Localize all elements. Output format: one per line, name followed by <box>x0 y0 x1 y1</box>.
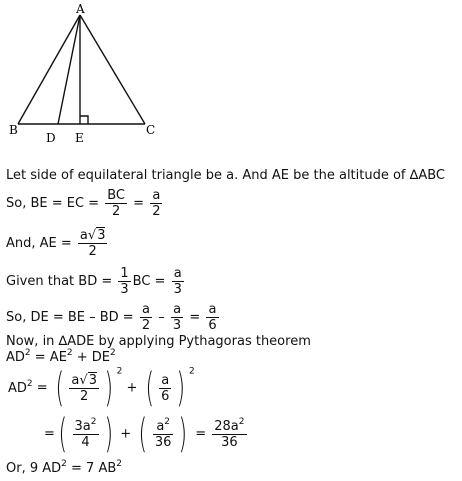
frac-den: 36 <box>154 434 172 450</box>
frac-num: a <box>171 302 183 318</box>
fraction-a-root3-2 <box>69 373 99 404</box>
sqrt-3: 3 <box>97 228 106 243</box>
de: + DE <box>72 350 111 365</box>
fraction-a-2 <box>140 302 152 333</box>
frac-num: a <box>159 373 171 389</box>
frac-den: 3 <box>173 282 182 297</box>
frac-num: $3a^2$ <box>74 416 97 434</box>
line-8 <box>8 365 195 411</box>
right-angle-mark <box>80 116 88 124</box>
line-4 <box>6 266 186 297</box>
fraction-bc-2 <box>105 188 127 219</box>
equals: = <box>195 426 207 442</box>
paren-close: ) <box>104 411 113 457</box>
frac-num: a <box>150 188 162 204</box>
triangle-lines <box>18 15 145 124</box>
fraction-a-root3-2 <box>78 228 108 259</box>
l4-prefix: Given that BD = <box>6 274 117 289</box>
frac-den: 2 <box>141 318 151 333</box>
line-9 <box>44 411 249 457</box>
paren-open: ( <box>58 411 68 457</box>
paren-open: ( <box>55 365 64 411</box>
frac-num: BC <box>107 188 125 203</box>
equals-7-ab: = 7 AB <box>66 461 117 476</box>
fraction-a-6 <box>206 302 218 333</box>
plus: + <box>126 380 138 396</box>
frac-den: 6 <box>161 388 170 404</box>
label-b: B <box>9 123 18 137</box>
paren-open: ( <box>145 365 154 411</box>
frac-den: 4 <box>81 434 90 450</box>
paren-open: ( <box>138 411 148 457</box>
paren-close: ) <box>176 365 186 411</box>
label-a: A <box>76 2 85 16</box>
minus: – <box>158 310 165 325</box>
frac-den: 2 <box>80 388 89 404</box>
ae: = AE <box>30 350 67 365</box>
frac-num: $a^2$ <box>153 419 174 435</box>
line-5 <box>6 302 221 333</box>
exponent: 2 <box>116 459 122 469</box>
fraction-a-2 <box>150 188 162 219</box>
frac-num: a√3 <box>71 372 97 388</box>
segment-ad <box>58 15 80 124</box>
fraction-a-3 <box>171 302 183 333</box>
or-9-ad: Or, 9 AD <box>6 461 62 476</box>
exponent: 2 <box>66 348 73 358</box>
plus: + <box>120 426 132 442</box>
exponent: 2 <box>110 348 116 358</box>
paren-close: ) <box>104 365 114 411</box>
equals: = <box>133 196 145 211</box>
frac-den: 3 <box>172 318 182 333</box>
fraction-a-6 <box>159 373 171 404</box>
line-1: Let side of equilateral triangle be a. And AE be the altitude of ∆ABC <box>6 168 445 183</box>
frac-num: a <box>206 302 218 318</box>
l2-prefix: So, BE = EC = <box>6 196 104 211</box>
l3-prefix: And, AE = <box>6 236 76 251</box>
frac-den: 36 <box>221 434 238 450</box>
equals: = <box>32 380 52 396</box>
line-2 <box>6 188 164 219</box>
frac-num: $28a^2$ <box>214 416 245 434</box>
label-d: D <box>46 131 56 145</box>
equals: = <box>189 310 201 325</box>
frac-num: 1 <box>120 266 129 281</box>
triangle-figure <box>0 0 170 145</box>
frac-num: a√3 <box>79 228 106 243</box>
frac-num: a <box>172 266 184 282</box>
frac-den: 2 <box>111 204 121 219</box>
var-a: a <box>79 228 88 243</box>
frac-den: 6 <box>208 318 217 333</box>
frac-den: 2 <box>88 244 97 259</box>
paren-close: ) <box>178 411 188 457</box>
line-10 <box>6 461 122 477</box>
exponent: 2 <box>61 459 67 469</box>
fraction-a2-36 <box>153 416 174 450</box>
line-3 <box>6 228 109 259</box>
frac-den: 2 <box>152 204 161 219</box>
fraction-a-3 <box>172 266 184 297</box>
exponent: 2 <box>189 366 195 377</box>
l5-prefix: So, DE = BE – BD = <box>6 310 138 325</box>
ad: AD <box>6 350 25 365</box>
exponent: 2 <box>24 348 31 358</box>
label-e: E <box>75 131 84 145</box>
frac-den: 3 <box>120 282 129 297</box>
fraction-1-3 <box>118 266 130 297</box>
l4-mid: BC = <box>132 274 170 289</box>
side-ac <box>80 15 145 124</box>
label-c: C <box>146 123 156 137</box>
fraction-28a2-36 <box>212 416 246 450</box>
exponent: 2 <box>116 366 123 377</box>
equals: = <box>44 426 55 442</box>
frac-num: a <box>140 302 152 318</box>
ad-squared: $AD^2$ <box>8 378 33 396</box>
line-6: Now, in ∆ADE by applying Pythagoras theorem <box>6 334 311 349</box>
side-ab <box>18 15 80 124</box>
fraction-3a2-4 <box>73 416 99 450</box>
line-7 <box>6 350 116 366</box>
